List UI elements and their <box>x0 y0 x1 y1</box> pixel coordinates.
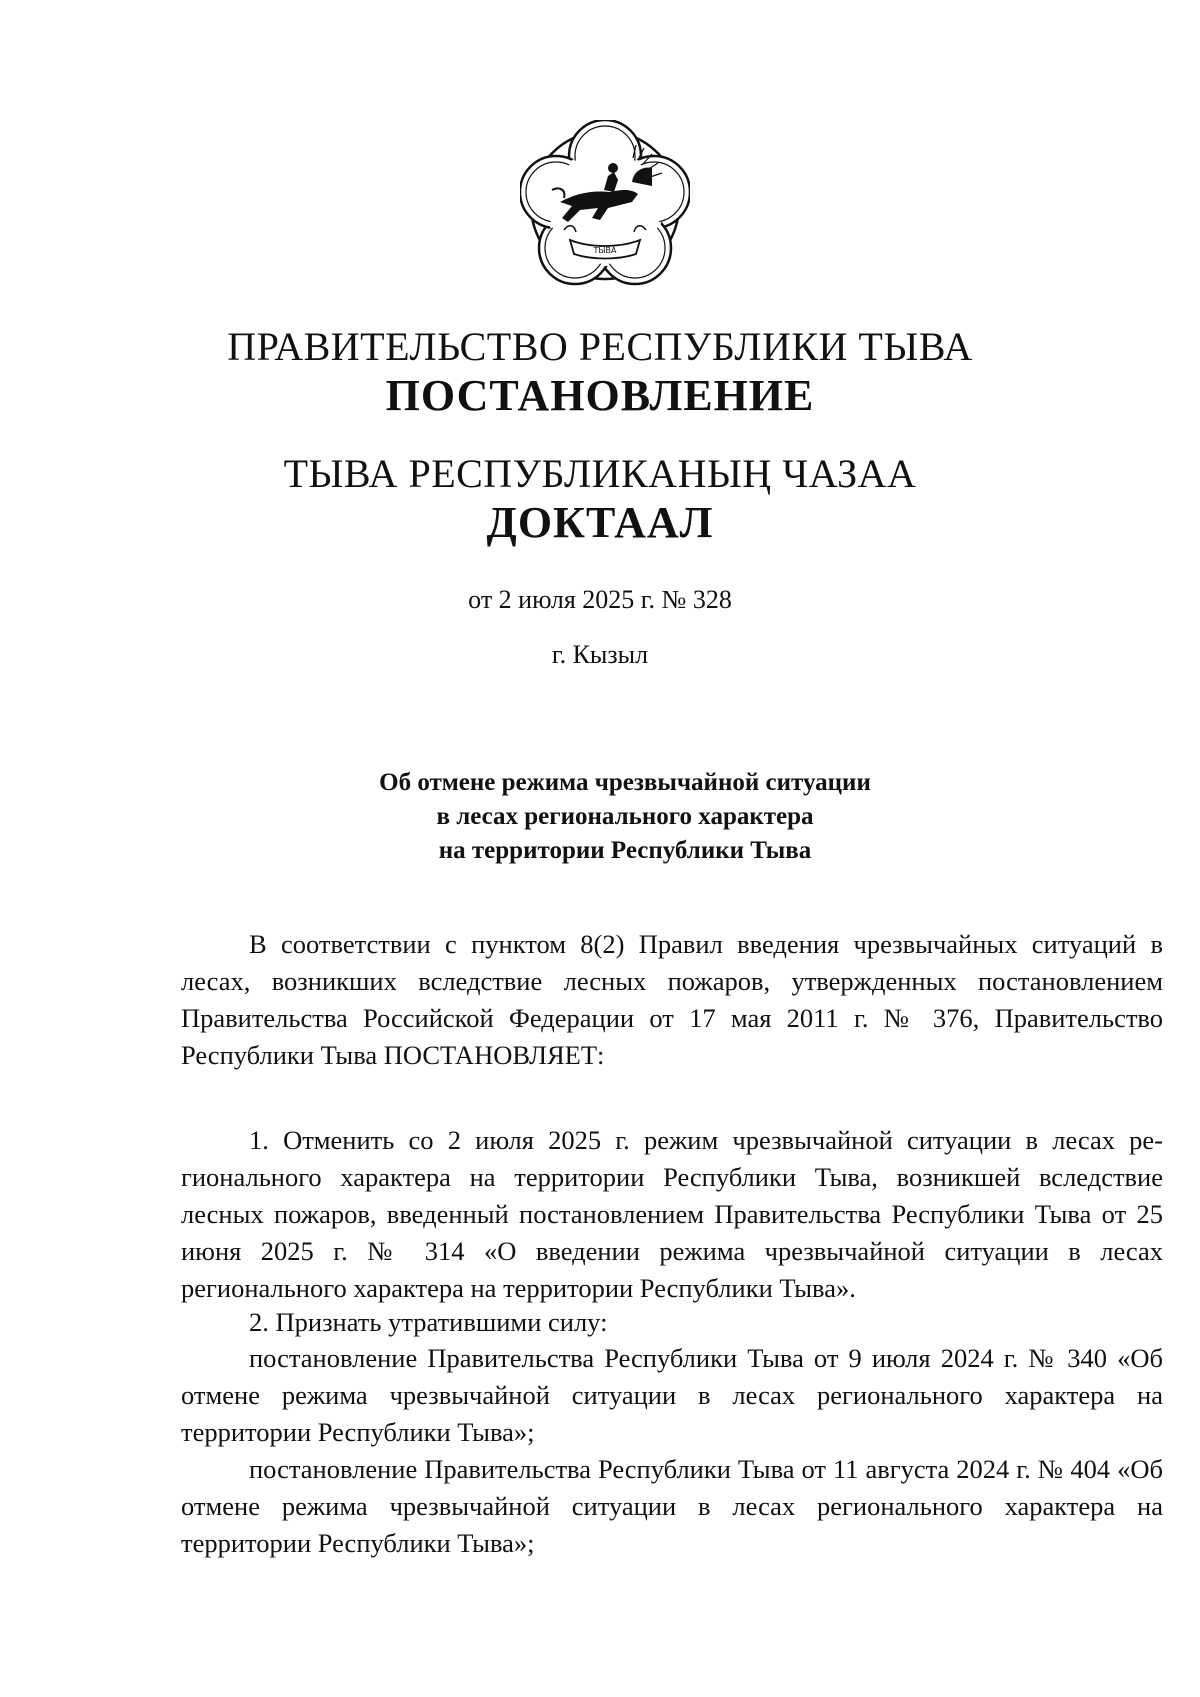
act-type-tv: ДОКТААЛ <box>486 498 714 547</box>
item-2-block <box>181 1304 1163 1341</box>
item-2b-block <box>181 1451 1163 1562</box>
item-2a-paragraph: постановление Правительства Республики Тыва от 9 июля 2024 г. № 340 «Об отмене режима чрезвычайной ситуации в лесах регионального характера на территории Республики Тыва»; <box>181 1343 1163 1447</box>
item-1-block <box>181 1122 1163 1307</box>
document-city: г. Кызыл <box>551 640 649 669</box>
document-title <box>300 766 950 868</box>
item-1-paragraph: 1. Отменить со 2 июля 2025 г. режим чрезвычайной ситуации в лесах регионального характера на территории Республики Тыва, возникшей вследствие лесных пожаров, введенный постановлением Правительства Республики Тыва от 25 июня 2025 г. № 314 «О введении режима чрезвычайной ситуации в лесах регионального характера на территории Республики Тыва». <box>181 1125 1163 1303</box>
preamble-block <box>181 926 1163 1074</box>
act-type-ru: ПОСТАНОВЛЕНИЕ <box>385 371 815 420</box>
title-line: на территории Республики Тыва <box>438 837 812 864</box>
item-2a-block <box>181 1340 1163 1451</box>
title-line: в лесах регионального характера <box>436 803 814 830</box>
emblem-banner-text: ТЫВА <box>593 246 617 255</box>
government-name-tv: ТЫВА РЕСПУБЛИКАНЫҢ ЧАЗАА <box>283 451 917 496</box>
item-2-paragraph: 2. Признать утратившими силу: <box>249 1307 608 1337</box>
document-date-number: от 2 июля 2025 г. № 328 <box>468 585 732 614</box>
item-2b-paragraph: постановление Правительства Республики Тыва от 11 августа 2024 г. № 404 «Об отмене режима чрезвычайной ситуации в лесах регионального характера на территории Республики Тыва»; <box>181 1454 1163 1558</box>
title-line: Об отмене режима чрезвычайной ситуации <box>379 769 871 796</box>
tuva-coat-of-arms-icon <box>520 120 690 290</box>
preamble-paragraph: В соответствии с пунктом 8(2) Правил введения чрезвычайных ситуаций в лесах, возникших вследствие лесных пожаров, утвержденных постановлением Правительства Российской Федерации от 17 мая 2011 г. № 376, Правительство Республики Тыва ПОСТАНОВЛЯЕТ: <box>181 929 1163 1070</box>
government-name-ru: ПРАВИТЕЛЬСТВО РЕСПУБЛИКИ ТЫВА <box>227 324 973 369</box>
